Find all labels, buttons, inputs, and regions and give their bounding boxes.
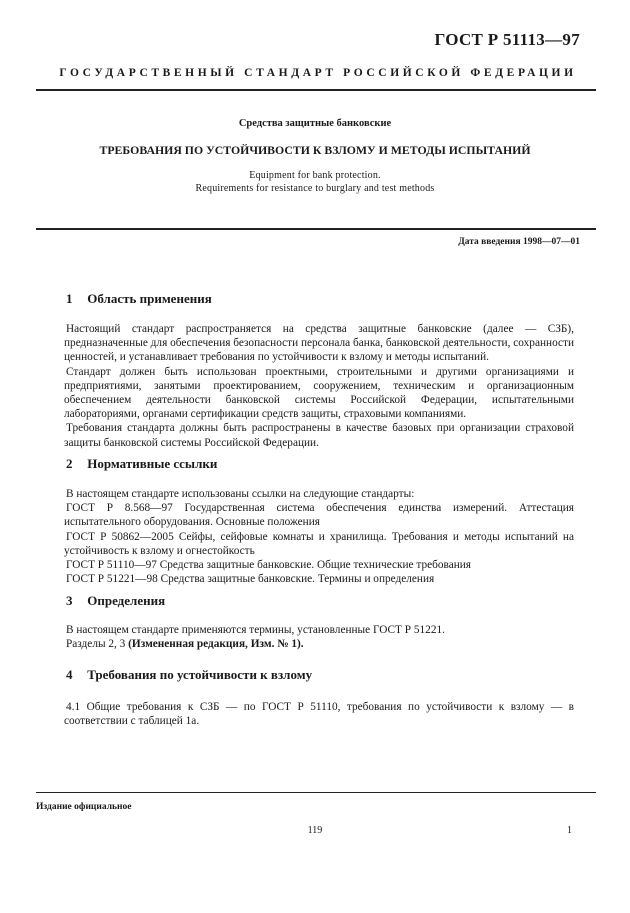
section-4-body xyxy=(64,700,574,728)
english-title-line-2: Requirements for resistance to burglary and test methods xyxy=(195,182,435,194)
top-rule xyxy=(36,89,596,91)
document-subtitle: Средства защитные банковские xyxy=(238,118,392,129)
section-title: Область применения xyxy=(87,291,212,306)
gost-code: ГОСТ Р 51113—97 xyxy=(434,30,580,49)
document-title: ТРЕБОВАНИЯ ПО УСТОЙЧИВОСТИ К ВЗЛОМУ И МЕТОДЫ ИСПЫТАНИЙ xyxy=(99,143,531,157)
amendment-note xyxy=(64,637,574,651)
paragraph: Стандарт должен быть использован проектными, строительными и другими организациями и предприятиями, занятыми проектированием, сооружением, техническим и организационным обеспечением деятельности банковской системы Российской Федерации, испытательными лабораториями, органами сертификации средств защиты, страховыми компаниями. xyxy=(64,365,574,421)
paragraph: Требования стандарта должны быть распространены в качестве базовых при организации страховой защиты банковской системы Российской Федерации. xyxy=(64,422,574,449)
reference-item: ГОСТ Р 8.568—97 Государственная система обеспечения единства измерений. Аттестация испытательного оборудования. Основные положения xyxy=(64,502,574,529)
section-3-body xyxy=(64,623,574,651)
section-number: 1 xyxy=(66,291,73,306)
section-1-body xyxy=(64,322,574,450)
section-number: 2 xyxy=(66,456,73,471)
section-number: 3 xyxy=(66,593,73,608)
reference-item: ГОСТ Р 50862—2005 Сейфы, сейфовые комнаты и хранилища. Требования и методы испытаний на устойчивость к взлому и огнестойкость xyxy=(64,530,574,557)
reference-item: ГОСТ Р 51221—98 Средства защитные банковские. Термины и определения xyxy=(66,573,435,586)
sheet-number: 1 xyxy=(567,825,572,836)
reference-item: ГОСТ Р 51110—97 Средства защитные банковские. Общие технические требования xyxy=(66,559,471,572)
standard-type-header: ГОСУДАРСТВЕННЫЙ СТАНДАРТ РОССИЙСКОЙ ФЕДЕРАЦИИ xyxy=(59,67,577,79)
paragraph: 4.1 Общие требования к СЗБ — по ГОСТ Р 51110, требования по устойчивости к взлому — в соответствии с таблицей 1а. xyxy=(64,701,574,728)
edition-label: Издание официальное xyxy=(36,802,132,812)
amendment-reference: (Измененная редакция, Изм. № 1). xyxy=(128,638,304,651)
section-3-heading xyxy=(66,593,165,609)
amendment-prefix: Разделы 2, 3 xyxy=(66,638,129,651)
section-1-heading xyxy=(66,291,212,307)
english-title xyxy=(0,170,630,195)
section-title: Определения xyxy=(87,593,166,608)
paragraph: В настоящем стандарте применяются термины, установленные ГОСТ Р 51221. xyxy=(66,624,445,636)
introduction-date: Дата введения 1998—07—01 xyxy=(458,237,580,247)
title-rule xyxy=(36,228,596,230)
section-number: 4 xyxy=(66,667,73,682)
english-title-line-1: Equipment for bank protection. xyxy=(249,170,381,181)
section-4-heading xyxy=(66,667,312,683)
section-title: Нормативные ссылки xyxy=(87,456,218,471)
section-title: Требования по устойчивости к взлому xyxy=(87,667,313,682)
paragraph: Настоящий стандарт распространяется на средства защитные банковские (далее — СЗБ), предназначенные для обеспечения безопасности персонала банка, банковской деятельности, сохранности ценностей, и устанавливает требования по устойчивости к взлому и методы испытаний. xyxy=(64,323,574,364)
paragraph: В настоящем стандарте использованы ссылки на следующие стандарты: xyxy=(66,488,415,500)
section-2-heading xyxy=(66,456,217,472)
footer-rule xyxy=(36,792,596,793)
section-2-body xyxy=(64,487,574,586)
page-number: 119 xyxy=(307,825,323,836)
